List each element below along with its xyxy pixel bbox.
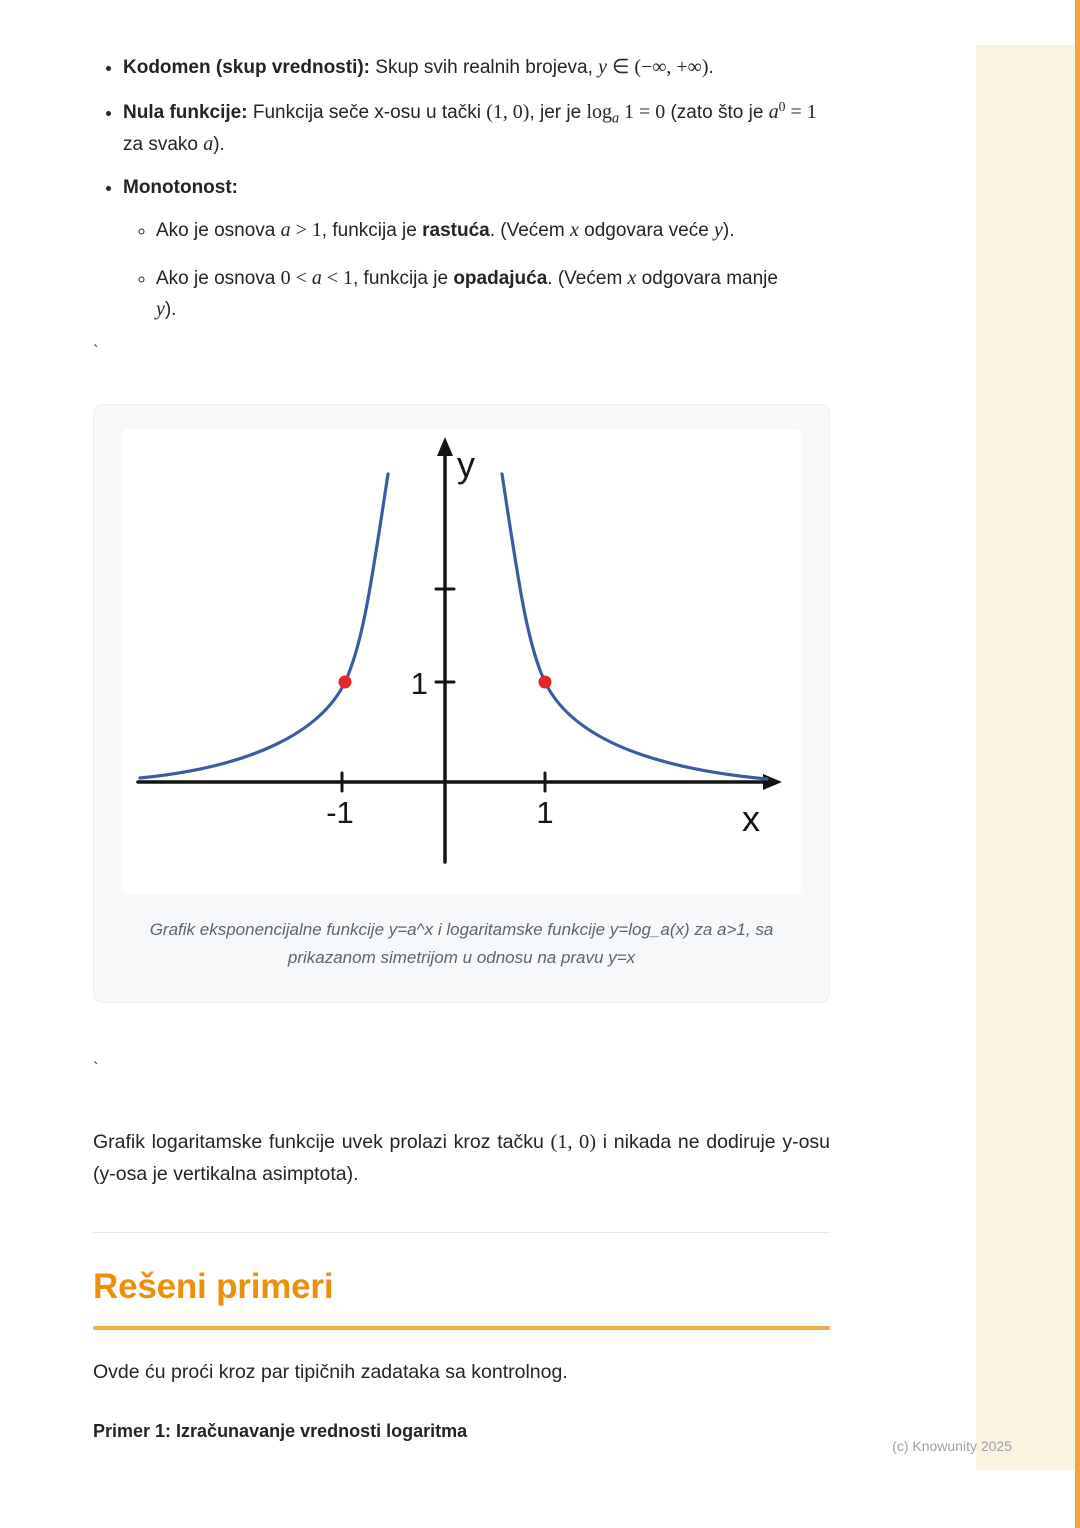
y-axis-arrow (437, 437, 453, 456)
primer-1-title: Primer 1: Izračunavanje vrednosti logaritma (93, 1421, 468, 1442)
sublist-item-text: Ako je osnova 0 < a < 1, funkcija je opadajuća. (Većem x odgovara manje y). (156, 267, 778, 321)
section-intro: Ovde ću proći kroz par tipičnih zadataka sa kontrolnog. (93, 1361, 568, 1384)
figure-caption: Grafik eksponencijalne funkcije y=a^x i logaritamske funkcije y=log_a(x) za a>1, sa prikazanom simetrijom u odnosu na pravu y=x (149, 920, 774, 968)
function-graph (122, 429, 802, 894)
list-item-monotonost (123, 173, 830, 325)
properties-list (93, 52, 830, 325)
stray-backtick-bottom: ` (93, 1059, 99, 1079)
document-content (93, 0, 830, 1442)
monotonost-sublist (123, 215, 830, 325)
point-1-1 (538, 676, 551, 689)
list-item-text: Kodomen (skup vrednosti): Skup svih realnih brojeva, y ∈ (−∞, +∞). (123, 56, 714, 78)
list-item-nula-funkcije (123, 96, 830, 160)
stray-backtick-top: ` (93, 342, 99, 362)
y-tick-label-1: 1 (410, 666, 428, 702)
y-axis-label: y (456, 444, 475, 486)
graph-svg (122, 429, 802, 894)
list-item-text: Monotonost: (123, 177, 239, 199)
sublist-item-text: Ako je osnova a > 1, funkcija je rastuća. (Većem x odgovara veće y). (156, 219, 735, 242)
sublist-item-opadajuca (156, 263, 791, 325)
curve-left-branch (140, 474, 388, 778)
x-tick-label-neg1: -1 (325, 795, 354, 831)
section-divider (93, 1232, 830, 1233)
copyright-watermark: (c) Knowunity 2025 (892, 1438, 1012, 1454)
section-heading: Rešeni primeri (93, 1267, 334, 1307)
curve-right-branch (502, 474, 767, 779)
x-tick-label-1: 1 (535, 795, 554, 831)
closing-paragraph: Grafik logaritamske funkcije uvek prolazi kroz tačku (1, 0) i nikada ne dodiruje y-osu (y-osa je vertikalna asimptota). (93, 1131, 831, 1186)
notebook-edge-stripe (976, 45, 1076, 1470)
sublist-item-rastuca (156, 215, 791, 246)
figure-card (93, 404, 830, 1003)
page-edge-accent-line (1075, 0, 1080, 1528)
x-axis-label: x (741, 798, 760, 840)
x-axis-arrow (763, 774, 782, 790)
list-item-kodomen (123, 52, 830, 83)
point-neg1-1 (338, 676, 351, 689)
list-item-text: Nula funkcije: Funkcija seče x-osu u tački (1, 0), jer je $\log_a 1 = 0$ (zato što je $a^0 = 1$ za svako a). (123, 98, 817, 156)
heading-underline (93, 1326, 830, 1330)
